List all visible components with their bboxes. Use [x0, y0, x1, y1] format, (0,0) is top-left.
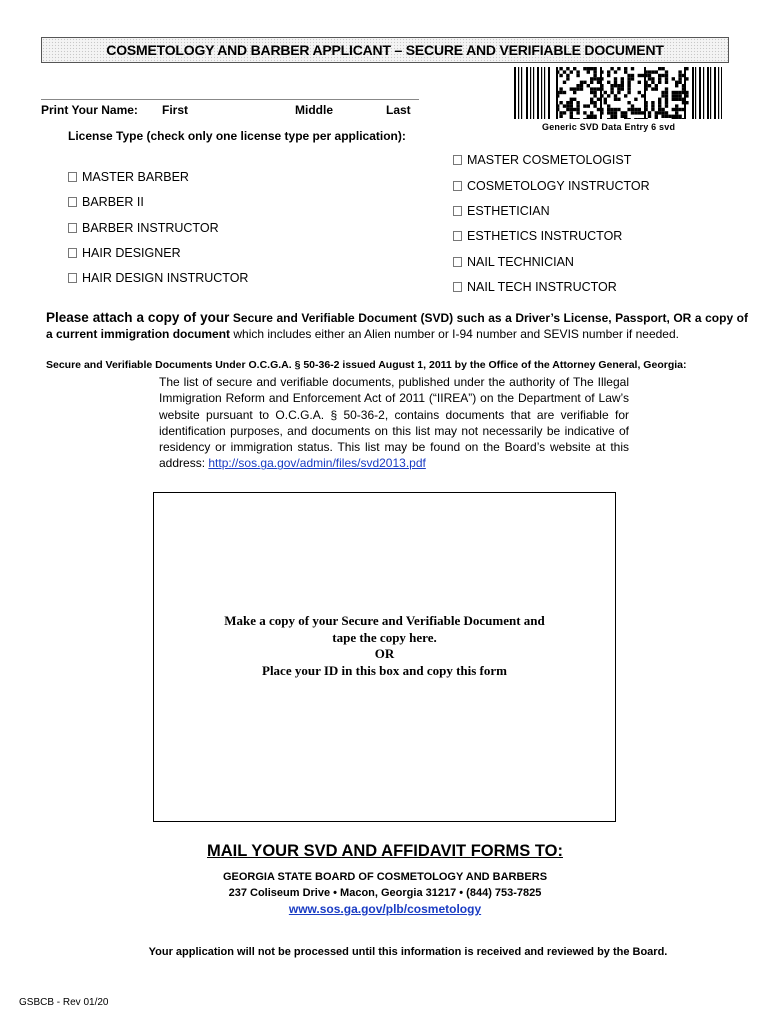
id-copy-line-4: Place your ID in this box and copy this form — [262, 662, 507, 678]
board-website-link[interactable]: www.sos.ga.gov/plb/cosmetology — [288, 902, 482, 916]
checkbox-box[interactable] — [453, 257, 462, 267]
checkbox-box[interactable] — [68, 223, 77, 233]
name-middle-label: Middle — [295, 103, 333, 117]
form-title-box — [41, 37, 729, 63]
id-copy-line-2: tape the copy here. — [332, 629, 437, 645]
checkbox-box[interactable] — [453, 231, 462, 241]
checkbox-box[interactable] — [453, 206, 462, 216]
svd-body — [159, 374, 629, 472]
mail-heading: MAIL YOUR SVD AND AFFIDAVIT FORMS TO: — [207, 842, 563, 860]
id-copy-instructions — [153, 613, 616, 679]
checkbox-box[interactable] — [68, 248, 77, 258]
checkbox-hair-design-instructor[interactable]: HAIR DESIGN INSTRUCTOR — [68, 271, 248, 285]
checkbox-box[interactable] — [453, 181, 462, 191]
revision-label: GSBCB - Rev 01/20 — [19, 997, 109, 1008]
svd-list-link[interactable]: http://sos.ga.gov/admin/files/svd2013.pdf — [208, 456, 426, 471]
barcode-image — [514, 67, 722, 119]
svd-instructions-bold: Secure and Verifiable Document (SVD) such as a Driver’s License, Passport, OR a copy of a current immigration document — [46, 311, 748, 341]
checkbox-master-barber[interactable]: MASTER BARBER — [68, 170, 189, 184]
checkbox-barber-ii[interactable]: BARBER II — [68, 195, 144, 209]
name-prompt: Print Your Name: — [41, 103, 138, 117]
checkbox-box[interactable] — [68, 172, 77, 182]
mail-org: GEORGIA STATE BOARD OF COSMETOLOGY AND BARBERS — [222, 871, 548, 883]
svd-instructions-lead: Please attach a copy of your — [46, 310, 230, 325]
svd-instructions — [46, 310, 748, 342]
svd-heading: Secure and Verifiable Documents Under O.C.G.A. § 50-36-2 issued August 1, 2011 by the Office of the Attorney General, Georgia: — [46, 359, 687, 371]
checkbox-box[interactable] — [68, 197, 77, 207]
checkbox-box[interactable] — [68, 273, 77, 283]
processing-note: Your application will not be processed until this information is received and reviewed by the Board. — [148, 946, 668, 958]
checkbox-hair-designer[interactable]: HAIR DESIGNER — [68, 246, 181, 260]
svd-body-text: The list of secure and verifiable documents, published under the authority of The Illegal Immigration Reform and Enforcement Act of 2011 (“IIREA”) on the Department of Law’s website pursuant to O.C.G.A. § 50-36-2, contains documents that are verifiable for identification purposes, and documents on this list may not necessarily be indicative of residency or immigration status. This list may be found on the Board’s website at this address: — [159, 375, 629, 471]
checkbox-box[interactable] — [453, 155, 462, 165]
id-copy-line-1: Make a copy of your Secure and Verifiable Document and — [224, 613, 545, 628]
checkbox-esthetician[interactable]: ESTHETICIAN — [453, 204, 550, 218]
license-type-label: License Type (check only one license type per application): — [68, 129, 406, 143]
barcode-caption: Generic SVD Data Entry 6 svd — [542, 122, 676, 132]
checkbox-barber-instructor[interactable]: BARBER INSTRUCTOR — [68, 221, 219, 235]
name-last-label: Last — [386, 103, 411, 117]
name-first-label: First — [162, 103, 189, 117]
checkbox-esthetics-instructor[interactable]: ESTHETICS INSTRUCTOR — [453, 229, 622, 243]
checkbox-nail-tech-instructor[interactable]: NAIL TECH INSTRUCTOR — [453, 280, 617, 294]
mail-url-row — [0, 902, 770, 916]
name-line[interactable] — [41, 99, 419, 100]
checkbox-box[interactable] — [453, 282, 462, 292]
checkbox-cosmetology-instructor[interactable]: COSMETOLOGY INSTRUCTOR — [453, 179, 650, 193]
form-title: COSMETOLOGY AND BARBER APPLICANT – SECURE AND VERIFIABLE DOCUMENT — [106, 42, 664, 58]
mail-address: 237 Coliseum Drive • Macon, Georgia 31217 • (844) 753-7825 — [228, 887, 542, 899]
svd-instructions-rest: which includes either an Alien number or I-94 number and SEVIS number if needed. — [233, 327, 679, 341]
checkbox-nail-technician[interactable]: NAIL TECHNICIAN — [453, 255, 574, 269]
id-copy-line-3: OR — [374, 646, 395, 661]
checkbox-master-cosmetologist[interactable]: MASTER COSMETOLOGIST — [453, 153, 631, 167]
